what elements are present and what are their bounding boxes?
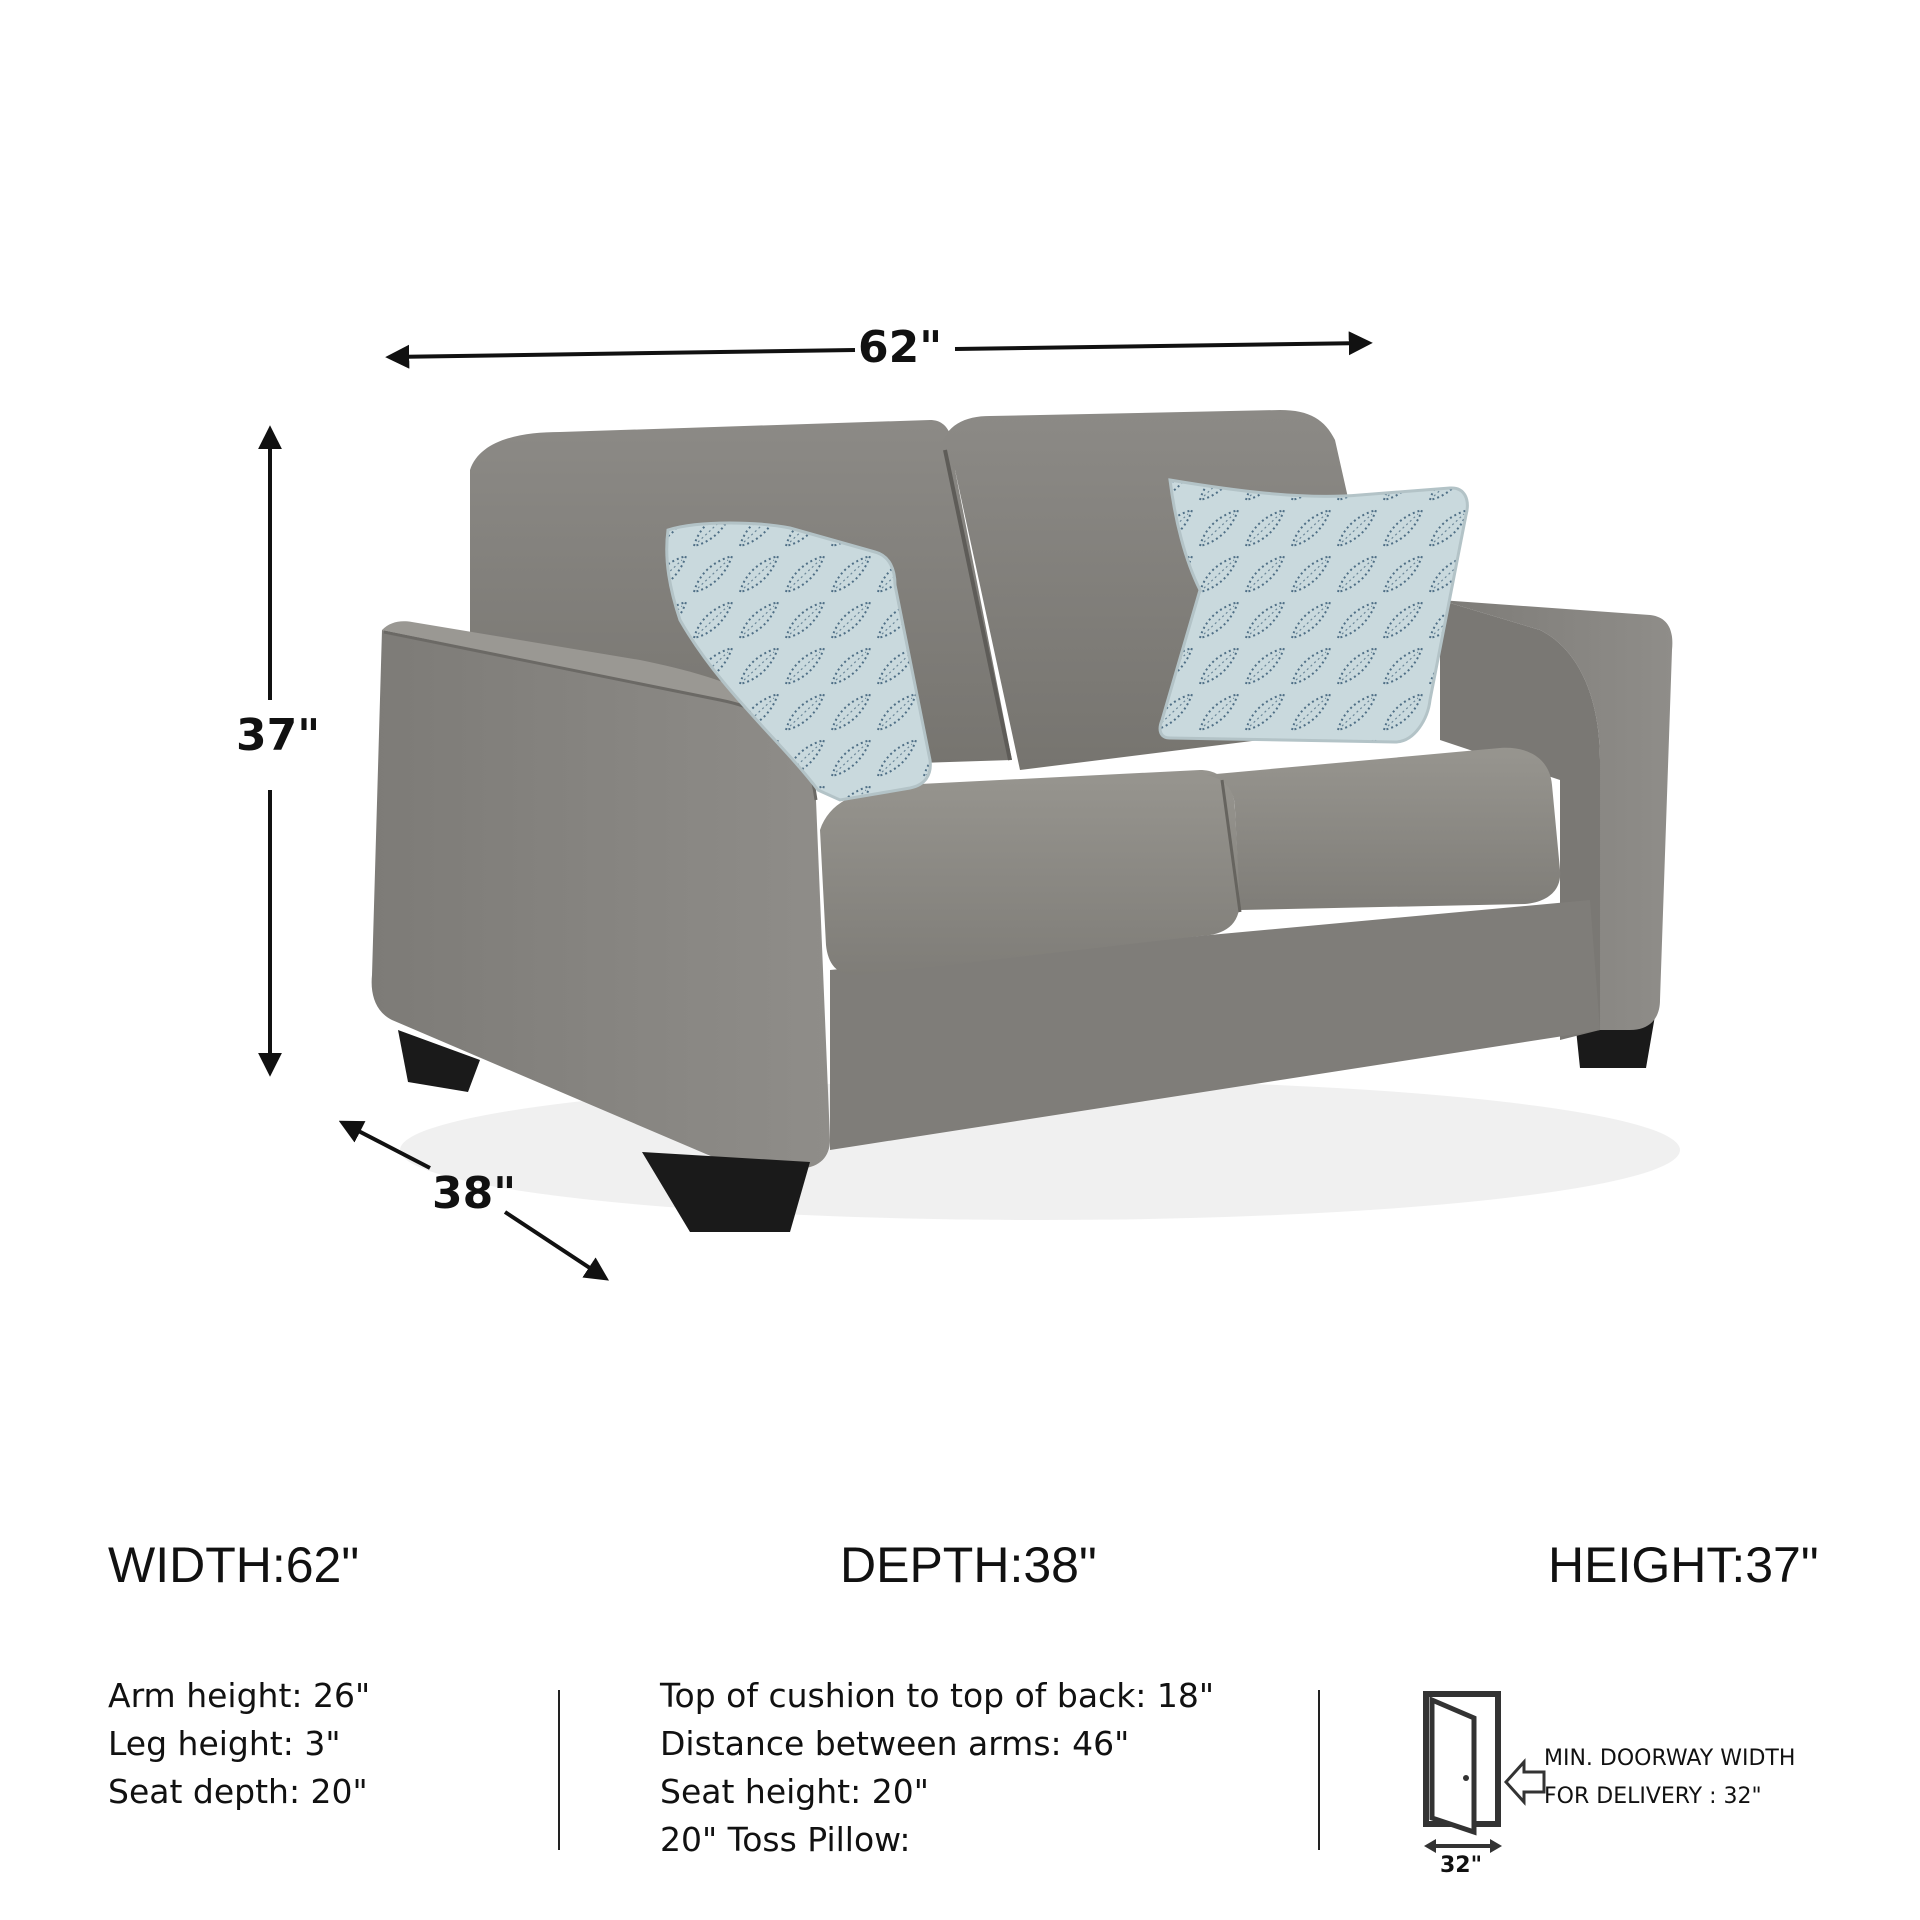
sofa-leg-front-left [642, 1152, 810, 1232]
spec-toss-pillow: 20" Toss Pillow: [660, 1820, 911, 1859]
spec-leg-height: Leg height: 3" [108, 1724, 341, 1763]
spec-distance-between-arms: Distance between arms: 46" [660, 1724, 1130, 1763]
summary-width: WIDTH:62" [108, 1537, 360, 1593]
spec-arm-height: Arm height: 26" [108, 1676, 371, 1715]
seat-cushion-right [1205, 748, 1560, 910]
column-divider-left [558, 1690, 560, 1850]
spec-seat-depth: Seat depth: 20" [108, 1772, 368, 1811]
spec-cushion-to-back: Top of cushion to top of back: 18" [660, 1676, 1215, 1715]
width-arrow-right [955, 343, 1368, 349]
doorway-note-line1: MIN. DOORWAY WIDTH [1544, 1746, 1796, 1771]
specs-middle-column [660, 1672, 1214, 1864]
doorway-note-line2: FOR DELIVERY : 32" [1544, 1784, 1762, 1809]
doorway-width-label: 32" [1440, 1853, 1483, 1878]
spec-seat-height: Seat height: 20" [660, 1772, 929, 1811]
doorway-note [1544, 1740, 1795, 1816]
depth-arrow-front [505, 1212, 605, 1278]
column-divider-right [1318, 1690, 1320, 1850]
height-dimension-label: 37" [236, 710, 321, 761]
toss-pillow-right [1160, 480, 1467, 742]
depth-dimension-label: 38" [432, 1168, 517, 1219]
door-icon [1418, 1690, 1548, 1856]
summary-depth: DEPTH:38" [840, 1537, 1097, 1593]
width-dimension-label: 62" [858, 322, 943, 373]
arrow-icon [1506, 1762, 1544, 1802]
width-arrow-left [390, 350, 855, 357]
specs-left-column [108, 1672, 370, 1816]
summary-height: HEIGHT:37" [1548, 1537, 1819, 1593]
